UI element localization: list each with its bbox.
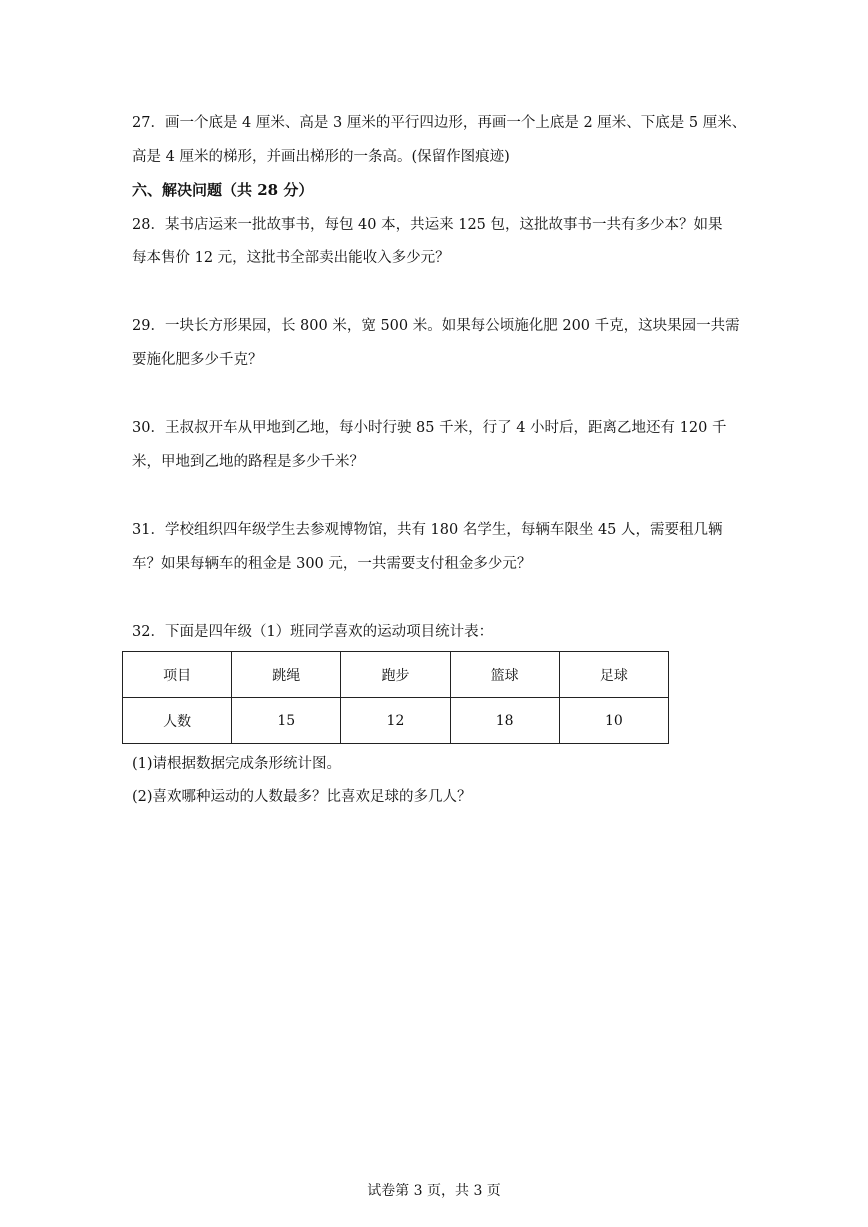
question-29-line-2: 要施化肥多少千克？ — [132, 352, 263, 368]
table-cell: 项目 — [123, 652, 232, 698]
table-cell: 12 — [341, 698, 450, 744]
question-29-line-1: 29．一块长方形果园，长 800 米，宽 500 米。如果每公顷施化肥 200 千克，这块果园一共需 — [132, 318, 740, 334]
question-27-line-2: 高是 4 厘米的梯形，并画出梯形的一条高。(保留作图痕迹) — [132, 149, 510, 165]
table-cell: 15 — [232, 698, 341, 744]
question-27-line-1: 27．画一个底是 4 厘米、高是 3 厘米的平行四边形，再画一个上底是 2 厘米、下底是 5 厘米、 — [132, 115, 747, 131]
question-30-line-1: 30．王叔叔开车从甲地到乙地，每小时行驶 85 千米，行了 4 小时后，距离乙地还有 120 千 — [132, 420, 727, 436]
table-row — [123, 698, 669, 744]
sports-stats-table — [122, 651, 669, 744]
question-31-line-2: 车？如果每辆车的租金是 300 元，一共需要支付租金多少元？ — [132, 556, 532, 572]
question-28-line-1: 28．某书店运来一批故事书，每包 40 本，共运来 125 包，这批故事书一共有多少本？如果 — [132, 217, 723, 233]
question-32-sub-2: (2)喜欢哪种运动的人数最多？比喜欢足球的多几人？ — [132, 789, 472, 805]
table-cell: 10 — [559, 698, 668, 744]
question-28-line-2: 每本售价 12 元，这批书全部卖出能收入多少元？ — [132, 250, 450, 266]
table-cell: 篮球 — [450, 652, 559, 698]
table-cell: 跑步 — [341, 652, 450, 698]
table-cell: 跳绳 — [232, 652, 341, 698]
section-title: 六、解决问题（共 28 分） — [132, 181, 314, 199]
table-header-row — [123, 652, 669, 698]
question-31-line-1: 31．学校组织四年级学生去参观博物馆，共有 180 名学生，每辆车限坐 45 人，需要租几辆 — [132, 522, 723, 538]
table-cell: 足球 — [559, 652, 668, 698]
question-32-intro: 32．下面是四年级（1）班同学喜欢的运动项目统计表： — [132, 624, 494, 640]
question-30-line-2: 米，甲地到乙地的路程是多少千米？ — [132, 454, 364, 470]
table-cell: 人数 — [123, 698, 232, 744]
question-32-sub-1: (1)请根据数据完成条形统计图。 — [132, 756, 342, 772]
table-cell: 18 — [450, 698, 559, 744]
page-footer: 试卷第 3 页，共 3 页 — [367, 1183, 501, 1199]
